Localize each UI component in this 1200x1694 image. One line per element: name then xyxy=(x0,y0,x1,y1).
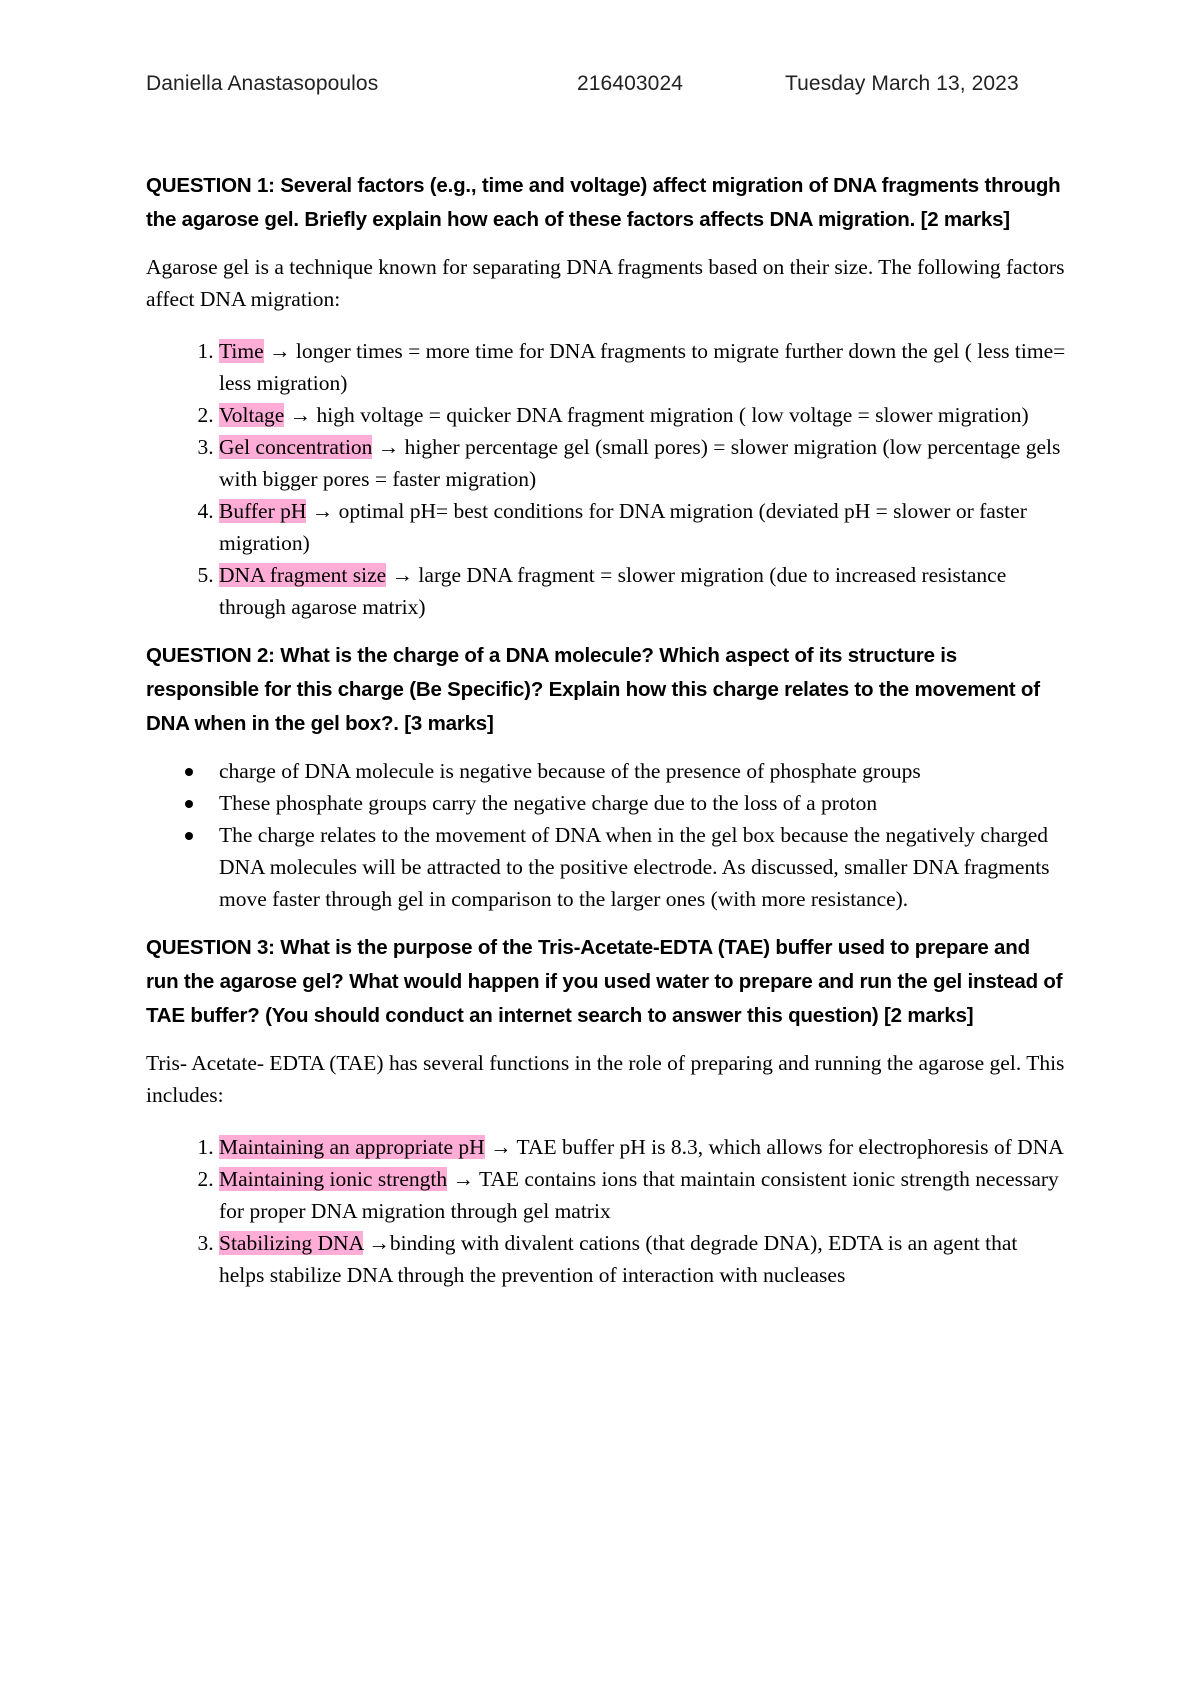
list-item-text: → TAE buffer pH is 8.3, which allows for electrophoresis of DNA xyxy=(484,1135,1064,1159)
question-3-intro: Tris- Acetate- EDTA (TAE) has several functions in the role of preparing and running the agarose gel. This includes: xyxy=(146,1051,1065,1107)
question-3-heading: QUESTION 3: What is the purpose of the Tris-Acetate-EDTA (TAE) buffer used to prepare and run the agarose gel? What would happen if you used water to prepare and run the gel instead of TAE buffer? (You should conduct an internet search to answer this question) [2 marks] xyxy=(146,936,1063,1027)
list-item-text: → longer times = more time for DNA fragments to migrate further down the gel ( less time= less migration) xyxy=(219,339,1066,395)
question-1-factor-list xyxy=(146,335,1066,623)
document-body xyxy=(146,169,1066,1291)
list-item-text: →binding with divalent cations (that degrade DNA), EDTA is an agent that helps stabilize DNA through the prevention of interaction with nucleases xyxy=(219,1231,1018,1287)
list-item-text: → TAE contains ions that maintain consistent ionic strength necessary for proper DNA migration through gel matrix xyxy=(219,1167,1059,1223)
list-item xyxy=(219,1163,1066,1227)
question-1-heading: QUESTION 1: Several factors (e.g., time and voltage) affect migration of DNA fragments through the agarose gel. Briefly explain how each of these factors affects DNA migration. [2 marks] xyxy=(146,174,1061,231)
list-item xyxy=(219,399,1066,431)
highlighted-term: Buffer pH xyxy=(219,499,307,523)
bullet-item: charge of DNA molecule is negative because of the presence of phosphate groups xyxy=(219,755,1066,787)
highlighted-term: Maintaining an appropriate pH xyxy=(219,1135,485,1159)
question-3-function-list xyxy=(146,1131,1066,1291)
highlighted-term: Time xyxy=(219,339,264,363)
list-item xyxy=(219,1227,1066,1291)
list-item xyxy=(219,495,1066,559)
list-item-text: → optimal pH= best conditions for DNA migration (deviated pH = slower or faster migration) xyxy=(219,499,1027,555)
list-item-text: → higher percentage gel (small pores) = slower migration (low percentage gels with bigger pores = faster migration) xyxy=(219,435,1061,491)
highlighted-term: Gel concentration xyxy=(219,435,373,459)
list-item xyxy=(219,559,1066,623)
question-2-heading: QUESTION 2: What is the charge of a DNA molecule? Which aspect of its structure is responsible for this charge (Be Specific)? Explain how this charge relates to the movement of DNA when in the gel box?. [3 marks] xyxy=(146,644,1040,735)
list-item-text: → large DNA fragment = slower migration (due to increased resistance through agarose matrix) xyxy=(219,563,1007,619)
bullet-item: These phosphate groups carry the negative charge due to the loss of a proton xyxy=(219,787,1066,819)
list-item xyxy=(219,1131,1066,1163)
header-date: Tuesday March 13, 2023 xyxy=(785,72,1019,95)
list-item-text: → high voltage = quicker DNA fragment migration ( low voltage = slower migration) xyxy=(284,403,1029,427)
highlighted-term: DNA fragment size xyxy=(219,563,387,587)
highlighted-term: Maintaining ionic strength xyxy=(219,1167,448,1191)
question-1-intro: Agarose gel is a technique known for separating DNA fragments based on their size. The following factors affect DNA migration: xyxy=(146,255,1065,311)
student-name: Daniella Anastasopoulos xyxy=(146,72,379,95)
question-2-bullet-list xyxy=(146,755,1066,915)
bullet-item: The charge relates to the movement of DNA when in the gel box because the negatively charged DNA molecules will be attracted to the positive electrode. As discussed, smaller DNA fragments move faster through gel in comparison to the larger ones (with more resistance). xyxy=(219,819,1066,915)
list-item xyxy=(219,431,1066,495)
student-id: 216403024 xyxy=(577,72,684,95)
highlighted-term: Voltage xyxy=(219,403,285,427)
highlighted-term: Stabilizing DNA xyxy=(219,1231,363,1255)
list-item xyxy=(219,335,1066,399)
